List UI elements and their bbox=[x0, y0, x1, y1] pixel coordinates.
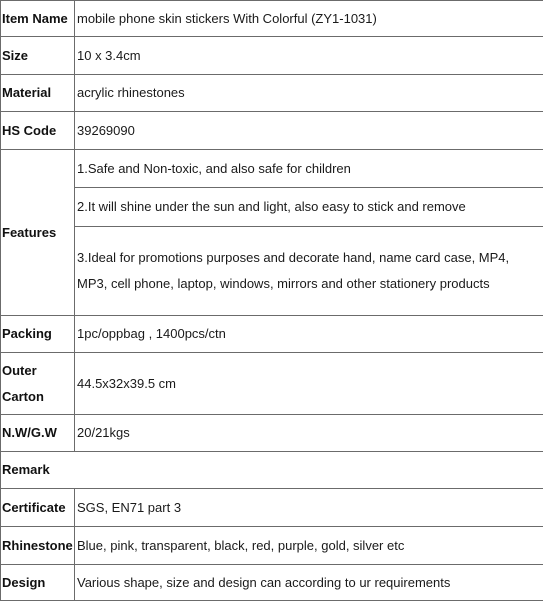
design-label: Design bbox=[1, 565, 75, 601]
row-hs-code bbox=[1, 112, 543, 150]
outer-carton-value: 44.5x32x39.5 cm bbox=[75, 353, 543, 415]
row-rhinestone bbox=[1, 527, 543, 565]
row-item-name bbox=[1, 1, 543, 37]
material-value: acrylic rhinestones bbox=[75, 75, 543, 112]
hs-code-value: 39269090 bbox=[75, 112, 543, 150]
row-nw-gw bbox=[1, 415, 543, 452]
certificate-label: Certificate bbox=[1, 489, 75, 527]
row-outer-carton bbox=[1, 353, 543, 415]
certificate-value: SGS, EN71 part 3 bbox=[75, 489, 543, 527]
feature-item: 2.It will shine under the sun and light, also easy to stick and remove bbox=[75, 188, 543, 227]
nw-gw-label: N.W/G.W bbox=[1, 415, 75, 452]
rhinestone-value: Blue, pink, transparent, black, red, purple, gold, silver etc bbox=[75, 527, 543, 565]
outer-carton-label: Outer Carton bbox=[1, 353, 75, 415]
packing-value: 1pc/oppbag , 1400pcs/ctn bbox=[75, 316, 543, 353]
item-name-value: mobile phone skin stickers With Colorful (ZY1-1031) bbox=[75, 1, 543, 37]
packing-label: Packing bbox=[1, 316, 75, 353]
size-value: 10 x 3.4cm bbox=[75, 37, 543, 75]
item-name-label: Item Name bbox=[1, 1, 75, 37]
row-remark bbox=[1, 452, 543, 489]
row-packing bbox=[1, 316, 543, 353]
remark-label: Remark bbox=[1, 452, 543, 489]
nw-gw-value: 20/21kgs bbox=[75, 415, 543, 452]
size-label: Size bbox=[1, 37, 75, 75]
design-value: Various shape, size and design can according to ur requirements bbox=[75, 565, 543, 601]
hs-code-label: HS Code bbox=[1, 112, 75, 150]
row-design bbox=[1, 565, 543, 601]
feature-item: 3.Ideal for promotions purposes and decorate hand, name card case, MP4, MP3, cell phone, laptop, windows, mirrors and other stationery products bbox=[75, 227, 543, 315]
material-label: Material bbox=[1, 75, 75, 112]
row-size bbox=[1, 37, 543, 75]
row-features bbox=[1, 150, 543, 316]
row-certificate bbox=[1, 489, 543, 527]
feature-item: 1.Safe and Non-toxic, and also safe for children bbox=[75, 150, 543, 188]
features-label: Features bbox=[1, 150, 75, 316]
row-material bbox=[1, 75, 543, 112]
rhinestone-label: Rhinestone bbox=[1, 527, 75, 565]
features-list bbox=[75, 150, 543, 316]
